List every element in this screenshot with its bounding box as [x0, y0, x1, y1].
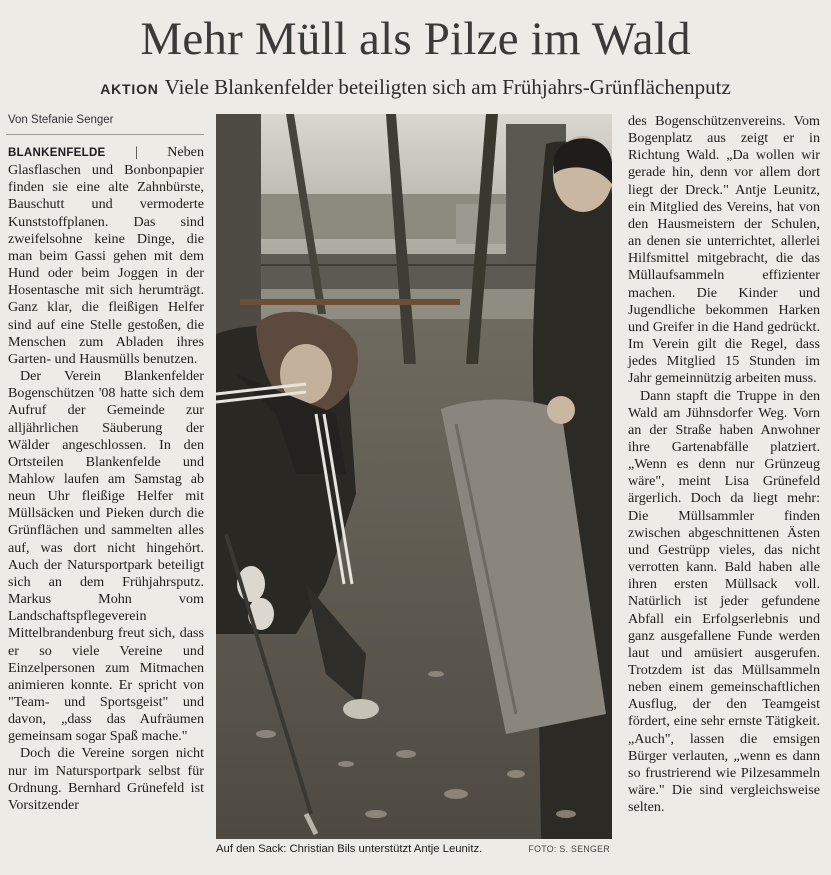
photo-credit: FOTO: S. SENGER: [528, 844, 610, 854]
dateline: BLANKENFELDE: [8, 147, 106, 159]
byline: Von Stefanie Senger: [8, 114, 114, 126]
article-photo: [216, 114, 612, 839]
article-column-right: [628, 113, 820, 816]
subheadline: Viele Blankenfelder beteiligten sich am Frühjahrs-Grünflächenputz: [164, 75, 731, 99]
paragraph: des Bogenschützenvereins. Vom Bogenplatz aus zeigt er in Richtung Wald. „Da wollen wir gerade hin, denn vor allem dort liegt der Dreck." Antje Leunitz, ein Mitglied des Vereins, hat von den Hausmeistern der Schulen, an denen sie unterrichtet, allerlei Hilfsmittel mitgebracht, die das Müllaufsammeln effizienter machen. Die Kinder und Jugendliche bekommen Harken und Greifer in die Hand gedrückt. Im Verein gilt die Regel, dass jedes Mitglied 15 Stunden im Jahr gemeinnützig arbeiten muss.: [628, 113, 820, 387]
dateline-separator: |: [105, 144, 168, 160]
paragraph: Der Verein Blankenfelder Bogenschützen '08 hatte sich dem Aufruf der Gemeinde zur alljährlichen Säuberung der Wälder angeschlossen. In den Ortsteilen Blankenfelde und Mahlow laufen am Samstag ab neun Uhr fleißige Helfer mit Müllsäcken und Pieken durch die Grünflächen und sammelten alles auf, was dort nicht hingehört. Auch der Natursportpark beteiligt sich an dem Frühjahrsputz. Markus Mohn vom Landschaftspflegeverein Mittelbrandenburg freut sich, dass er so viele Vereine und Einzelpersonen zum Mitmachen animieren konnte. Er spricht von "Team- und Sportsgeist" und davon, „dass das Aufräumen gemeinsam sogar Spaß mache.": [8, 368, 204, 745]
byline-rule: [6, 134, 204, 135]
subheadline-line: [0, 74, 831, 102]
paragraph: Doch die Vereine sorgen nicht nur im Natursportpark selbst für Ordnung. Bernhard Grünefeld ist Vorsitzender: [8, 745, 204, 813]
headline: Mehr Müll als Pilze im Wald: [140, 13, 691, 65]
article-column-left: [8, 144, 204, 814]
paragraph: [8, 144, 204, 368]
paragraph-text: Neben Glasflaschen und Bonbonpapier finden sie eine alte Zahnbürste, Bauschutt und vermoderte Kunststoffplanen. Das sind zweifelsohne keine Dinge, die man beim Gassi gehen mit dem Hund oder beim Joggen in der Hosentasche mit sich herumträgt. Ganz klar, die fleißigen Helfer sind auf eine Stelle gestoßen, die Menschen zum Abladen ihres Garten- und Hausmülls benutzen.: [8, 144, 204, 367]
paragraph: Dann stapft die Truppe in den Wald am Jühnsdorfer Weg. Vorn an der Straße haben Anwohner ihre Gartenabfälle platziert. „Wenn es denn nur Grünzeug wäre", meint Lisa Grünefeld ärgerlich. Doch da liegt mehr: Die Müllsammler finden zwischen abgeschnittenen Ästen und Gestrüpp vieles, das nicht verrotten kann. Bald haben alle ihren ersten Müllsack voll. Natürlich ist jeder gefundene Abfall ein Erfolgserlebnis und ganz ausgefallene Funde werden laut und amüsiert ausgerufen. Trotzdem ist das Müllsammeln neben einem gemeinschaftlichen Ausflug, der den Teamgeist fördert, eine sehr ernste Tätigkeit. „Auch", lassen die emsigen Bürger verlauten, „wenn es dann so frustrierend wie Pilzesammeln wäre." Die sind vergleichsweise selten.: [628, 387, 820, 816]
caption-text: Auf den Sack: Christian Bils unterstützt Antje Leunitz.: [216, 843, 483, 855]
photo-caption: [216, 843, 612, 855]
kicker: AKTION: [100, 81, 159, 97]
